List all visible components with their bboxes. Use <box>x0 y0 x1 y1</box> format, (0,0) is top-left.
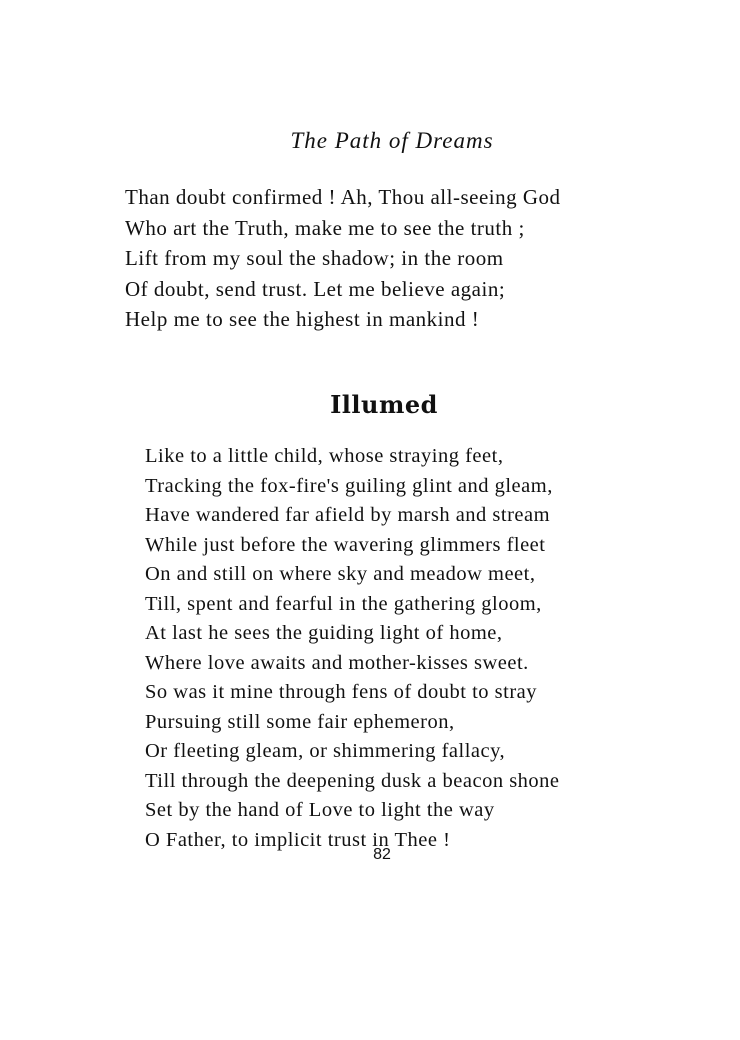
verse-line: On and still on where sky and meadow meet, <box>145 563 536 585</box>
verse-line: Till through the deepening dusk a beacon shone <box>145 769 560 792</box>
verse-line: Lift from my soul the shadow; in the room <box>125 246 504 270</box>
verse-line: Who art the Truth, make me to see the truth ; <box>125 215 525 240</box>
poem-body <box>145 442 560 855</box>
verse-line: Pursuing still some fair ephemeron, <box>145 710 455 733</box>
verse-line: Tracking the fox-fire's guiling glint and gleam, <box>145 474 553 497</box>
verse-line: Till, spent and fearful in the gathering gloom, <box>145 592 542 615</box>
verse-line: O Father, to implicit trust in Thee ! <box>145 828 451 851</box>
verse-line: Help me to see the highest in mankind ! <box>125 307 480 331</box>
verse-line: So was it mine through fens of doubt to stray <box>145 681 538 703</box>
poem-title: Illumed <box>330 390 438 419</box>
verse-line: Like to a little child, whose straying feet, <box>145 445 504 467</box>
verse-line: At last he sees the guiding light of home, <box>145 622 503 644</box>
page-number: 82 <box>373 846 391 863</box>
running-head: The Path of Dreams <box>290 128 494 153</box>
preceding-poem-ending <box>125 182 561 335</box>
verse-line: Have wandered far afield by marsh and stream <box>145 504 551 526</box>
verse-line: Or fleeting gleam, or shimmering fallacy, <box>145 740 506 762</box>
verse-line: While just before the wavering glimmers fleet <box>145 533 546 556</box>
verse-line: Of doubt, send trust. Let me believe again; <box>125 276 506 301</box>
verse-line: Than doubt confirmed ! Ah, Thou all-seeing God <box>125 185 561 209</box>
verse-line: Where love awaits and mother-kisses sweet. <box>145 651 529 674</box>
verse-line: Set by the hand of Love to light the way <box>145 799 495 821</box>
